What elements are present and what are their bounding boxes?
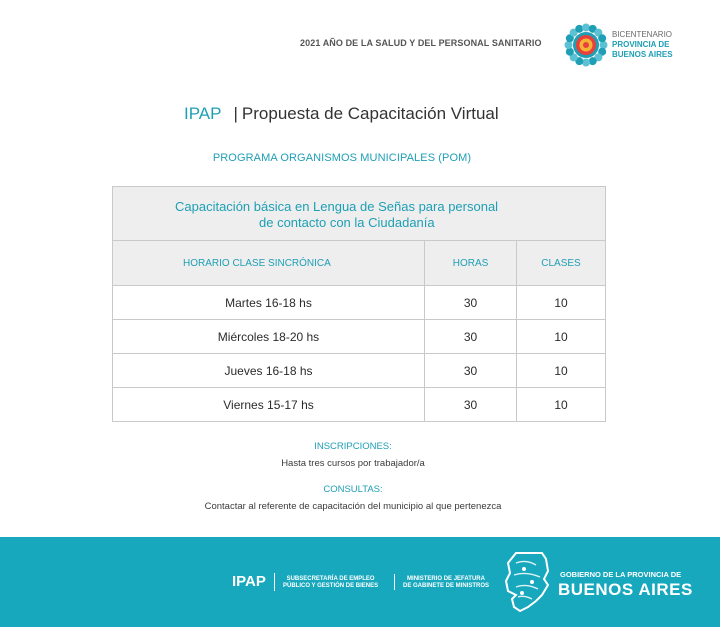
hours-cell: 30 — [425, 286, 517, 320]
sun-ray — [575, 25, 583, 33]
hours-cell: 30 — [425, 320, 517, 354]
schedule-cell: Jueves 16-18 hs — [113, 354, 425, 388]
schedule-table — [112, 186, 606, 422]
inscripciones-text: Hasta tres cursos por trabajador/a — [281, 458, 425, 469]
footer-divider — [274, 573, 275, 591]
table-row — [113, 354, 606, 388]
program-name: PROGRAMA ORGANISMOS MUNICIPALES (POM) — [212, 152, 472, 164]
subsecretaria-line1: SUBSECRETARÍA DE EMPLEO — [286, 576, 375, 582]
hours-cell: 30 — [425, 388, 517, 422]
sun-ray — [566, 48, 574, 56]
consultas-text: Contactar al referente de capacitación del municipio al que pertenezca — [204, 501, 502, 512]
province-map-icon — [502, 551, 552, 613]
classes-cell: 10 — [517, 320, 606, 354]
sun-ray — [598, 34, 606, 42]
sun-ray — [582, 59, 590, 67]
classes-cell: 10 — [517, 286, 606, 320]
table-row — [113, 286, 606, 320]
footer-ipap-logo: IPAP — [232, 573, 266, 590]
schedule-cell: Miércoles 18-20 hs — [113, 320, 425, 354]
ministerio-line1: MINISTERIO DE JEFATURA — [407, 576, 485, 582]
sun-ray — [582, 24, 590, 32]
schedule-cell: Martes 16-18 hs — [113, 286, 425, 320]
column-header-classes: CLASES — [517, 241, 606, 286]
consultas-label: CONSULTAS: — [323, 484, 383, 495]
schedule-cell: Viernes 15-17 hs — [113, 388, 425, 422]
course-title-line1: Capacitación básica en Lengua de Señas para personal — [175, 198, 499, 214]
classes-cell: 10 — [517, 354, 606, 388]
table-row — [113, 320, 606, 354]
title-separator: | — [233, 104, 238, 123]
course-title-line2: de contacto con la Ciudadanía — [259, 214, 435, 230]
bicentenario-wordmark — [612, 30, 712, 60]
footer-subsecretaria — [283, 576, 378, 590]
footer-banner — [0, 537, 720, 627]
gobierno-line2: BUENOS AIRES — [558, 580, 693, 599]
column-header-schedule: HORARIO CLASE SINCRÓNICA — [113, 241, 425, 286]
sun-ray — [565, 41, 573, 49]
bicentenario-sun-logo-icon — [563, 22, 609, 68]
bicentenario-line1: BICENTENARIO — [612, 30, 673, 39]
column-header-hours: HORAS — [425, 241, 517, 286]
course-title-cell — [113, 187, 606, 241]
hours-cell: 30 — [425, 354, 517, 388]
footer-ministerio — [403, 576, 489, 590]
gobierno-line1: GOBIERNO DE LA PROVINCIA DE — [560, 570, 682, 579]
sun-ray — [600, 41, 608, 49]
inscripciones-label: INSCRIPCIONES: — [314, 441, 392, 452]
title-org: IPAP — [184, 104, 222, 123]
ministerio-line2: DE GABINETE DE MINISTROS — [403, 583, 490, 589]
header-year-text: 2021 AÑO DE LA SALUD Y DEL PERSONAL SANITARIO — [300, 38, 542, 48]
footer-divider — [394, 574, 395, 590]
bicentenario-line3: BUENOS AIRES — [612, 50, 673, 59]
bicentenario-line2: PROVINCIA DE — [612, 40, 670, 49]
classes-cell: 10 — [517, 388, 606, 422]
title-text: Propuesta de Capacitación Virtual — [241, 104, 499, 123]
subsecretaria-line2: PÚBLICO Y GESTIÓN DE BIENES — [283, 583, 379, 589]
sun-ray — [589, 57, 597, 65]
page-title — [184, 104, 499, 124]
table-row — [113, 388, 606, 422]
